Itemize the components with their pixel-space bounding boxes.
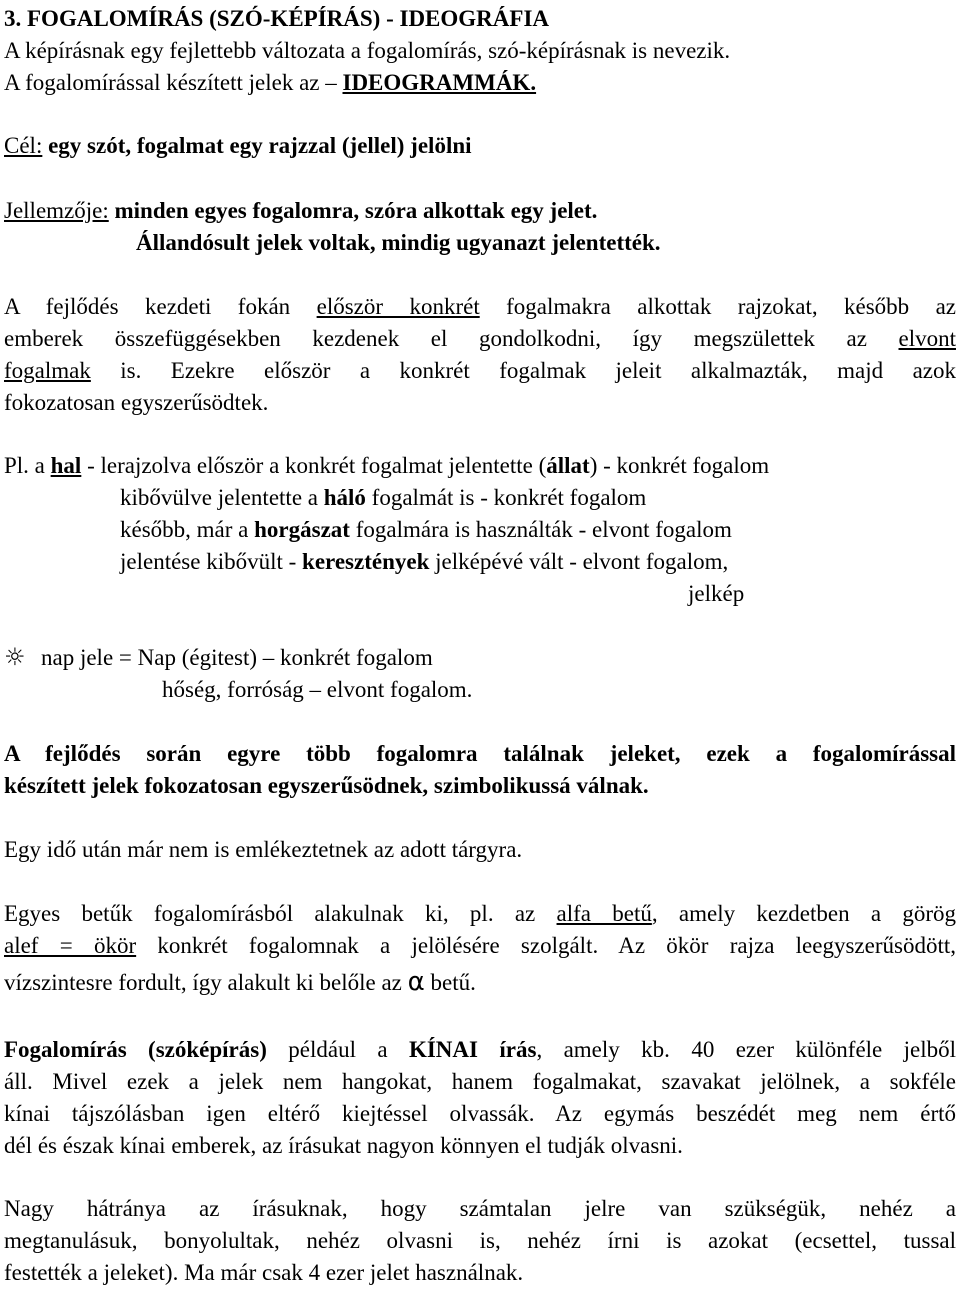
bold-para-line-2: készített jelek fokozatosan egyszerűsödnek, szimbolikussá válnak. [4, 773, 649, 798]
example-term: állat [546, 453, 590, 478]
p4-bold: Fogalomírás (szóképírás) [4, 1037, 267, 1062]
p3-text: vízszintesre fordult, így alakult ki belőle az [4, 970, 408, 995]
p4-line-2: áll. Mivel ezek a jelek nem hangokat, hanem fogalmakat, szavakat jelölnek, a sokféle [4, 1069, 956, 1094]
p1-line-2 [4, 324, 956, 354]
cel-label: Cél: [4, 133, 43, 158]
example-line-5: jelkép [688, 581, 745, 606]
jellemzo-line-1 [4, 196, 597, 226]
sun-line-1: nap jele = Nap (égitest) – konkrét fogalom [41, 645, 433, 670]
p5-line-1: Nagy hátránya az írásuknak, hogy számtalan jelre van szükségük, nehéz a [4, 1196, 956, 1221]
alpha-symbol: α [407, 967, 425, 997]
p1-text: A fejlődés kezdeti fokán [4, 294, 317, 319]
intro-line-1: A képírásnak egy fejlettebb változata a fogalomírás, szó-képírásnak is nevezik. [4, 38, 731, 63]
p1-underlined: elvont [898, 326, 956, 351]
jellemzo-label: Jellemzője: [4, 198, 109, 223]
example-line-3 [120, 515, 732, 545]
p4-line-3: kínai tájszólásban igen eltérő kiejtéssel olvassák. Az egymás beszédét meg nem értő [4, 1101, 956, 1126]
p5-line-2: megtanulásuk, bonyolultak, nehéz olvasni is, nehéz írni is azokat (ecsettel, tussal [4, 1228, 956, 1253]
example-text: később, már a [120, 517, 255, 542]
p1-text: fogalmakra alkottak rajzokat, később az [479, 294, 956, 319]
bold-para-line-1: A fejlődés során egyre több fogalomra találnak jeleket, ezek a fogalomírással [4, 741, 956, 766]
p4-text: például a [266, 1037, 409, 1062]
example-text: jelképévé vált - elvont fogalom, [429, 549, 729, 574]
example-line-4 [120, 547, 728, 577]
p4-line-1 [4, 1035, 956, 1065]
sun-icon: ☼ [4, 643, 26, 671]
example-term: keresztények [302, 549, 430, 574]
example-text: fogalmára is használták - elvont fogalom [349, 517, 732, 542]
example-term: háló [323, 485, 366, 510]
p1-line-4: fokozatosan egyszerűsödtek. [4, 390, 269, 415]
p1-text: is. Ezekre először a konkrét fogalmak jeleit alkalmazták, majd azok [90, 358, 956, 383]
jellemzo-text-1: minden egyes fogalomra, szóra alkottak egy jelet. [108, 198, 598, 223]
p3-text: Egyes betűk fogalomírásból alakulnak ki, pl. az [4, 901, 557, 926]
intro-line-2 [4, 68, 536, 98]
p1-line-1 [4, 292, 956, 322]
example-term: hal [50, 453, 82, 478]
p3-line-3 [4, 967, 476, 998]
p2-line: Egy idő után már nem is emlékeztetnek az adott tárgyra. [4, 837, 523, 862]
p1-underlined: fogalmak [4, 358, 91, 383]
example-line-2 [120, 483, 646, 513]
intro-text: A fogalomírással készített jelek az – [4, 70, 343, 95]
page-title: 3. FOGALOMÍRÁS (SZÓ-KÉPÍRÁS) - IDEOGRÁFIA [4, 6, 550, 31]
p3-underlined: alfa betű [556, 901, 652, 926]
p3-underlined: alef = ökör [4, 933, 137, 958]
p4-line-4: dél és észak kínai emberek, az írásukat nagyon könnyen el tudják olvasni. [4, 1133, 683, 1158]
p4-bold: KÍNAI írás [408, 1037, 537, 1062]
p3-line-1 [4, 899, 956, 929]
p3-text: betű. [424, 970, 476, 995]
example-term: horgászat [254, 517, 350, 542]
p1-text: emberek összefüggésekben kezdenek el gondolkodni, így megszülettek az [4, 326, 899, 351]
example-text: kibővülve jelentette a [120, 485, 324, 510]
example-text: fogalmát is - konkrét fogalom [365, 485, 647, 510]
jellemzo-line-2: Állandósult jelek voltak, mindig ugyanazt jelentették. [136, 230, 661, 255]
p4-text: , amely kb. 40 ezer különféle jelből [536, 1037, 957, 1062]
cel-text: egy szót, fogalmat egy rajzzal (jellel) jelölni [42, 133, 472, 158]
p3-line-2 [4, 931, 956, 961]
example-text: ) - konkrét fogalom [589, 453, 770, 478]
ideogram-term: IDEOGRAMMÁK. [342, 70, 537, 95]
cel-line [4, 131, 472, 161]
example-line-1 [4, 451, 769, 481]
example-text: - lerajzolva először a konkrét fogalmat jelentette ( [81, 453, 547, 478]
p3-text: konkrét fogalomnak a jelölésére szolgált. Az ökör rajza leegyszerűsödött, [136, 933, 956, 958]
p1-line-3 [4, 356, 956, 386]
p1-underlined: először konkrét [316, 294, 480, 319]
p5-line-3: festették a jeleket). Ma már csak 4 ezer jelet használnak. [4, 1260, 524, 1285]
sun-line-2: hőség, forróság – elvont fogalom. [162, 677, 473, 702]
p3-text: , amely kezdetben a görög [651, 901, 956, 926]
example-text: Pl. a [4, 453, 51, 478]
example-text: jelentése kibővült - [120, 549, 303, 574]
